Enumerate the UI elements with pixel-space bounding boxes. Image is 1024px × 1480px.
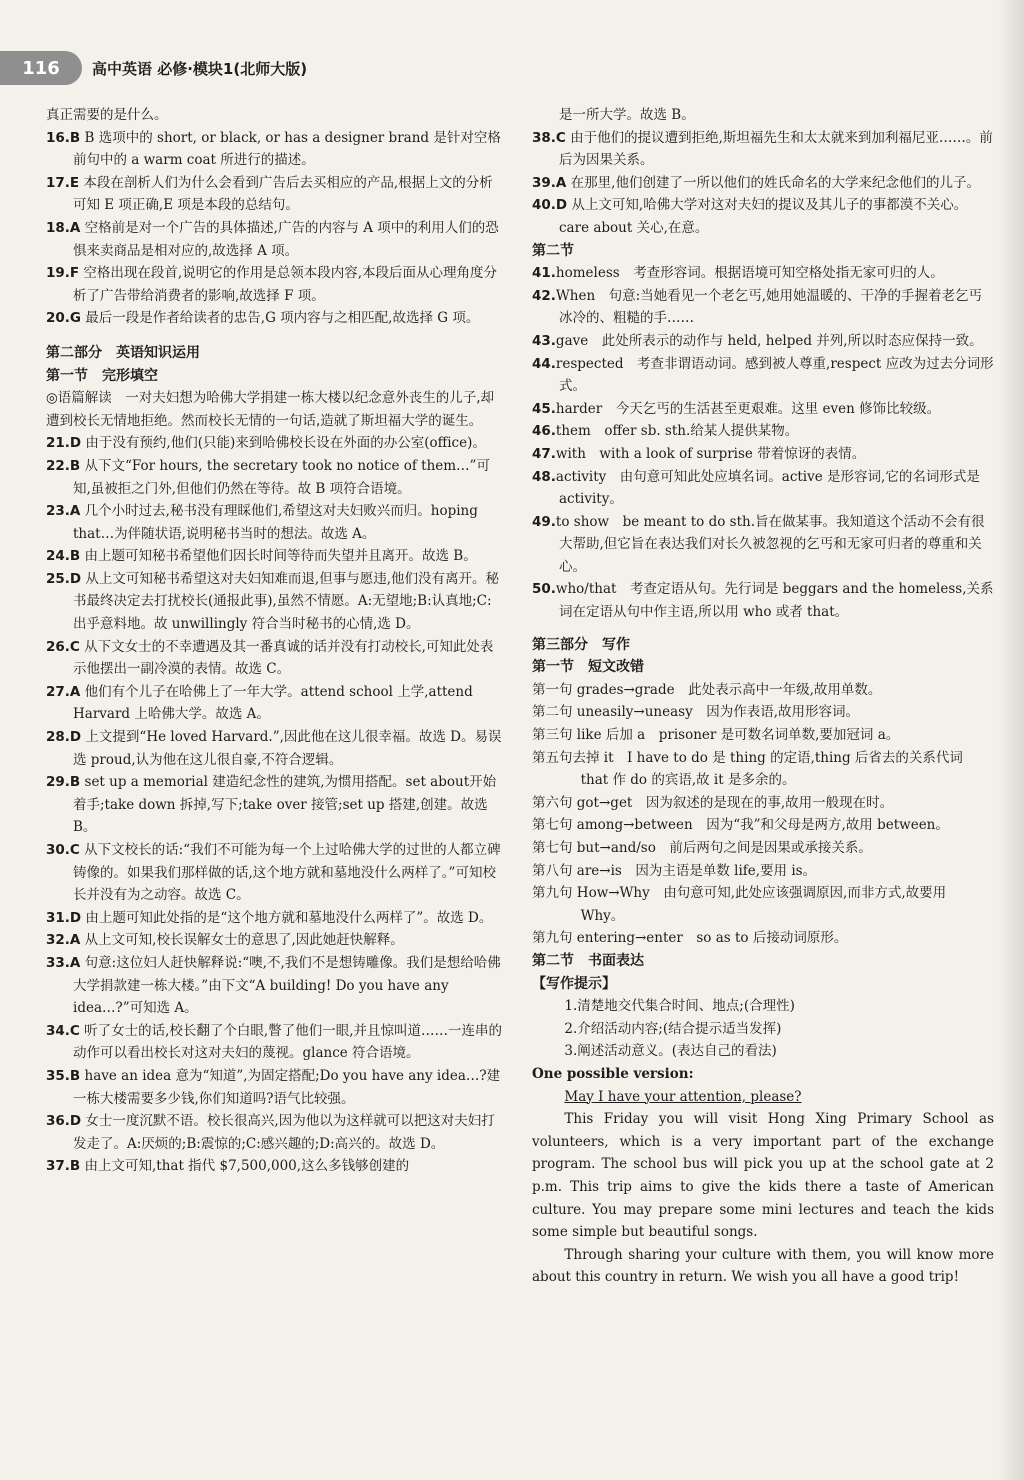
tips-heading: 【写作提示】 <box>532 975 616 992</box>
answer-number: 25.D <box>46 570 82 587</box>
answer-text: 从上文可知,哈佛大学对这对夫妇的提议及其儿子的事都漠不关心。care about 关心,在意。 <box>559 197 968 236</box>
answer-item <box>46 952 502 1020</box>
answer-text: 听了女士的话,校长翻了个白眼,瞥了他们一眼,并且惊叫道……一连串的动作可以看出校长对这对夫妇的蔑视。glance 符合语境。 <box>73 1022 502 1062</box>
page-edge-shadow <box>998 0 1024 1480</box>
answer-text: respected 考查非谓语动词。感到被人尊重,respect 应改为过去分词形式。 <box>555 355 994 395</box>
answer-item <box>46 681 502 726</box>
answer-item <box>46 568 502 636</box>
answer-text: set up a memorial 建造纪念性的建筑,为惯用搭配。set about开始着手;take down 拆掉,写下;take over 接管;set up 搭建,创建。故选 B。 <box>73 774 497 836</box>
answer-text: 本段在剖析人们为什么会看到广告后去买相应的产品,根据上文的分析可知 E 项正确,E 项是本段的总结句。 <box>73 174 493 214</box>
answer-number: 27.A <box>46 683 81 700</box>
tip-item: 1.清楚地交代集合时间、地点;(合理性) <box>564 998 795 1015</box>
answer-text: 从上文可知,校长误解女士的意思了,因此她赶快解释。 <box>80 932 404 949</box>
correction-line: 第五句去掉 it I have to do 是 thing 的定语,thing 后省去的关系代词 that 作 do 的宾语,故 it 是多余的。 <box>532 749 963 789</box>
answer-text: 最后一段是作者给读者的忠告,G 项内容与之相匹配,故选择 G 项。 <box>81 310 480 327</box>
answer-item <box>46 1065 502 1110</box>
answer-item <box>532 127 994 172</box>
answer-text: 上文提到“He loved Harvard.”,因此他在这儿很幸福。故选 D。易误选 proud,认为他在这儿很自豪,不符合逻辑。 <box>73 729 502 768</box>
answer-item <box>532 420 994 443</box>
correction-line: 第一句 grades→grade 此处表示高中一年级,故用单数。 <box>532 681 882 698</box>
answer-item <box>46 929 502 952</box>
essay-paragraph: This Friday you will visit Hong Xing Primary School as volunteers, which is a very important part of the exchange program. The school bus will pick you up at the school gate at 2 p.m. This trip aims to give the kids there a taste of American culture. You may prepare some mini lectures and teach the kids some simple but beautiful songs. <box>532 1111 994 1241</box>
answer-text: 他们有个儿子在哈佛上了一年大学。attend school 上学,attend Harvard 上哈佛大学。故选 A。 <box>73 683 473 723</box>
answer-item <box>532 330 994 353</box>
answer-text: 女士一度沉默不语。校长很高兴,因为他以为这样就可以把这对夫妇打发走了。A:厌烦的;B:震惊的;C:感兴趣的;D:高兴的。故选 D。 <box>73 1113 495 1152</box>
answer-number: 36.D <box>46 1113 82 1130</box>
answer-number: 32.A <box>46 932 81 949</box>
answer-item <box>532 398 994 421</box>
correction-line: 第三句 like 后加 a prisoner 是可数名词单数,要加冠词 a。 <box>532 727 900 744</box>
answer-text: 在那里,他们创建了一所以他们的姓氏命名的大学来纪念他们的儿子。 <box>566 174 980 191</box>
answer-item <box>532 262 994 285</box>
answer-number: 31.D <box>46 909 82 926</box>
essay-paragraph: Through sharing your culture with them, you will know more about this country in return. We wish you all have a good trip! <box>532 1246 994 1286</box>
answer-number: 16.B <box>46 129 81 146</box>
answer-number: 22.B <box>46 457 81 474</box>
section-heading: 第二节 书面表达 <box>532 952 644 969</box>
correction-line: 第九句 How→Why 由句意可知,此处应该强调原因,而非方式,故要用 Why。 <box>532 885 947 924</box>
section-heading: 第二节 <box>532 242 574 259</box>
right-column <box>532 104 994 1289</box>
answer-text: 空格前是对一个广告的具体描述,广告的内容与 A 项中的利用人们的恐惧来卖商品是相对应的,故选择 A 项。 <box>73 219 499 259</box>
answer-text: homeless 考查形容词。根据语境可知空格处指无家可归的人。 <box>555 265 944 282</box>
answer-text: 空格出现在段首,说明它的作用是总领本段内容,本段后面从心理角度分析了广告带给消费者的影响,故选择 F 项。 <box>73 265 498 304</box>
answer-number: 42. <box>532 287 556 304</box>
continued-line: 真正需要的是什么。 <box>46 107 168 123</box>
correction-line: 第八句 are→is 因为主语是单数 life,要用 is。 <box>532 862 817 879</box>
answer-number: 43. <box>532 332 556 349</box>
answer-number: 40.D <box>532 197 568 214</box>
answer-number: 28.D <box>46 729 82 746</box>
correction-line: 第七句 but→and/so 前后两句之间是因果或承接关系。 <box>532 840 872 856</box>
answer-number: 37.B <box>46 1158 81 1175</box>
answer-item <box>532 578 994 623</box>
answer-item <box>46 307 502 330</box>
tip-item: 2.介绍活动内容;(结合提示适当发挥) <box>564 1020 782 1037</box>
correction-line: 第七句 among→between 因为“我”和父母是两方,故用 between。 <box>532 817 949 834</box>
answer-number: 34.C <box>46 1022 80 1039</box>
correction-line: 第二句 uneasily→uneasy 因为作表语,故用形容词。 <box>532 704 859 721</box>
answer-item <box>532 353 994 398</box>
answer-item <box>532 194 994 239</box>
answer-text: 由于没有预约,他们(只能)来到哈佛校长设在外面的办公室(office)。 <box>81 435 486 452</box>
answer-text: 句意:这位妇人赶快解释说:“噢,不,我们不是想铸雕像。我们是想给哈佛大学捐款建一栋大楼。”由下文“A building! Do you have any idea…?”可知选 A。 <box>73 954 501 1017</box>
answer-text: 由于他们的提议遭到拒绝,斯坦福先生和太太就来到加利福尼亚……。前后为因果关系。 <box>559 129 993 169</box>
part-heading: 第二部分 英语知识运用 <box>46 344 200 361</box>
answer-text: have an idea 意为“知道”,为固定搭配;Do you have any idea…?建一栋大楼需要多少钱,你们知道吗?语气比较强。 <box>73 1067 501 1107</box>
answer-text: B 选项中的 short, or black, or has a designer brand 是针对空格前句中的 a warm coat 所进行的描述。 <box>73 129 501 169</box>
answer-item <box>46 262 502 307</box>
answer-item <box>46 455 502 500</box>
answer-item <box>46 1110 502 1155</box>
answer-number: 38.C <box>532 129 566 146</box>
answer-item <box>46 500 502 545</box>
answer-item <box>46 636 502 681</box>
answer-item <box>46 1155 502 1178</box>
answer-number: 44. <box>532 355 556 372</box>
answer-text: 由上题可知此处指的是“这个地方就和墓地没什么两样了”。故选 D。 <box>81 909 493 926</box>
answer-item <box>532 172 994 195</box>
answer-number: 29.B <box>46 774 81 791</box>
answer-text: 从下文女士的不幸遭遇及其一番真诚的话并没有打动校长,可知此处表示他摆出一副冷漠的表情。故选 C。 <box>73 638 494 678</box>
answer-item <box>46 771 502 839</box>
section-heading: 第一节 完形填空 <box>46 367 158 384</box>
answer-item <box>532 285 994 330</box>
answer-text: with with a look of surprise 带着惊讶的表情。 <box>555 445 866 462</box>
book-title: 高中英语 必修·模块1(北师大版) <box>92 59 308 78</box>
essay-title: May I have your attention, please? <box>564 1088 802 1105</box>
answer-text: 由上文可知,that 指代 $7,500,000,这么多钱够创建的 <box>80 1158 410 1175</box>
answer-text: 从上文可知秘书希望这对夫妇知难而退,但事与愿违,他们没有离开。秘书最终决定去打扰校长(通报此事),虽然不情愿。A:无望地;B:认真地;C:出乎意料地。故 unwillingly 符合当时秘书的心情,选 D。 <box>73 570 499 633</box>
answer-number: 23.A <box>46 503 81 520</box>
answer-item <box>46 1020 502 1065</box>
answer-item <box>46 839 502 907</box>
answer-number: 21.D <box>46 435 82 452</box>
answer-item <box>46 217 502 262</box>
correction-line: 第九句 entering→enter so as to 后接动词原形。 <box>532 930 848 947</box>
answer-item <box>46 432 502 455</box>
answer-number: 45. <box>532 400 556 417</box>
answer-number: 48. <box>532 468 556 485</box>
answer-text: 由上题可知秘书希望他们因长时间等待而失望并且离开。故选 B。 <box>80 548 477 565</box>
answer-text: activity 由句意可知此处应填名词。active 是形容词,它的名词形式是 activity。 <box>555 468 980 508</box>
correction-line: 第六句 got→get 因为叙述的是现在的事,故用一般现在时。 <box>532 794 894 811</box>
answer-item <box>46 127 502 172</box>
answer-item <box>46 545 502 568</box>
answer-text: gave 此处所表示的动作与 held, helped 并列,所以时态应保持一致。 <box>555 332 983 349</box>
answer-item <box>532 511 994 579</box>
answer-number: 20.G <box>46 310 81 327</box>
answer-item <box>532 466 994 511</box>
answer-number: 19.F <box>46 265 80 282</box>
tip-item: 3.阐述活动意义。(表达自己的看法) <box>564 1043 777 1060</box>
answer-number: 17.E <box>46 174 80 191</box>
answer-number: 26.C <box>46 638 80 655</box>
answer-text: 从下文“For hours, the secretary took no notice of them…”可知,虽被拒之门外,但他们仍然在等待。故 B 项符合语境。 <box>73 457 490 497</box>
answer-text: harder 今天乞丐的生活甚至更艰难。这里 even 修饰比较级。 <box>555 400 941 417</box>
continued-line: 是一所大学。故选 B。 <box>559 107 695 123</box>
answer-number: 35.B <box>46 1067 81 1084</box>
page-header <box>0 48 420 88</box>
answer-number: 24.B <box>46 548 81 565</box>
answer-text: to show be meant to do sth.旨在做某事。我知道这个活动不会有很大帮助,但它旨在表达我们对长久被忽视的乞丐和无家可归者的尊重和关心。 <box>555 513 985 575</box>
passage-summary: ◎语篇解读 一对夫妇想为哈佛大学捐建一栋大楼以纪念意外丧生的儿子,却遭到校长无情地拒绝。然而校长无情的一句话,造就了斯坦福大学的诞生。 <box>46 390 495 429</box>
answer-item <box>46 726 502 771</box>
answer-text: who/that 考查定语从句。先行词是 beggars and the homeless,关系词在定语从句中作主语,所以用 who 或者 that。 <box>555 581 994 621</box>
answer-number: 30.C <box>46 842 80 858</box>
answer-item <box>532 443 994 466</box>
answer-text: them offer sb. sth.给某人提供某物。 <box>555 423 799 440</box>
answer-number: 47. <box>532 445 556 462</box>
version-label: One possible version: <box>532 1065 694 1082</box>
answer-number: 39.A <box>532 174 567 191</box>
answer-text: 从下文校长的话:“我们不可能为每一个上过哈佛大学的过世的人都立碑铸像的。如果我们那样做的话,这个地方就和墓地没什么两样了。”可知校长并没有为之动容。故选 C。 <box>73 842 501 904</box>
answer-text: When 句意:当她看见一个老乞丐,她用她温暖的、干净的手握着老乞丐冰冷的、粗糙的手…… <box>555 287 983 327</box>
section-heading: 第一节 短文改错 <box>532 659 644 676</box>
answer-number: 50. <box>532 581 556 598</box>
answer-number: 18.A <box>46 219 81 236</box>
answer-number: 46. <box>532 423 556 440</box>
answer-text: 几个小时过去,秘书没有理睬他们,希望这对夫妇败兴而归。hoping that…为伴随状语,说明秘书当时的想法。故选 A。 <box>73 503 478 542</box>
answer-number: 41. <box>532 265 556 282</box>
part-heading: 第三部分 写作 <box>532 636 630 653</box>
left-column <box>46 104 502 1178</box>
answer-number: 49. <box>532 513 556 530</box>
answer-item <box>46 172 502 217</box>
answer-number: 33.A <box>46 954 81 971</box>
answer-item <box>46 907 502 930</box>
page-number: 116 <box>0 51 82 85</box>
